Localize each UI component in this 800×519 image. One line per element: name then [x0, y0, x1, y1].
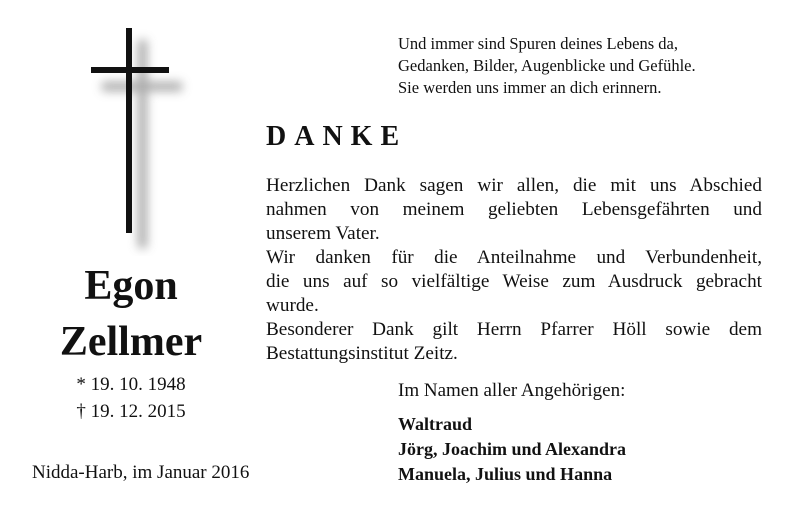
quote-line: Und immer sind Spuren deines Lebens da,	[398, 34, 678, 53]
message-line: Wir danken für die Anteilnahme und Verbundenheit,	[266, 247, 762, 268]
deceased-first-name: Egon	[84, 263, 178, 309]
place-and-date: Nidda-Harb, im Januar 2016	[32, 462, 250, 483]
deceased-last-name: Zellmer	[59, 319, 203, 365]
message-line: Herzlichen Dank sagen wir allen, die mit uns Abschied	[266, 175, 762, 196]
thanks-message	[266, 174, 762, 366]
death-date: † 19. 12. 2015	[76, 401, 186, 422]
message-line: wurde.	[266, 295, 319, 316]
birth-date: * 19. 10. 1948	[76, 374, 186, 395]
message-line: die uns auf so vielfältige Weise zum Ausdruck gebracht	[266, 271, 762, 292]
family-intro: Im Namen aller Angehörigen:	[398, 380, 626, 401]
family-names	[398, 412, 626, 487]
quote-line: Sie werden uns immer an dich erinnern.	[398, 78, 662, 97]
message-line: Besonderer Dank gilt Herrn Pfarrer Höll sowie dem	[266, 319, 762, 340]
cross-icon	[80, 26, 200, 256]
quote-line: Gedanken, Bilder, Augenblicke und Gefühle.	[398, 56, 696, 75]
message-line: nahmen von meinem geliebten Lebensgefährten und	[266, 199, 762, 220]
family-name-line: Jörg, Joachim und Alexandra	[398, 439, 627, 459]
family-name-line: Waltraud	[398, 414, 473, 434]
message-line: unserem Vater.	[266, 223, 380, 244]
thanks-heading: DANKE	[266, 121, 408, 152]
memorial-quote	[398, 33, 696, 99]
family-name-line: Manuela, Julius und Hanna	[398, 464, 613, 484]
message-line: Bestattungsinstitut Zeitz.	[266, 343, 458, 364]
